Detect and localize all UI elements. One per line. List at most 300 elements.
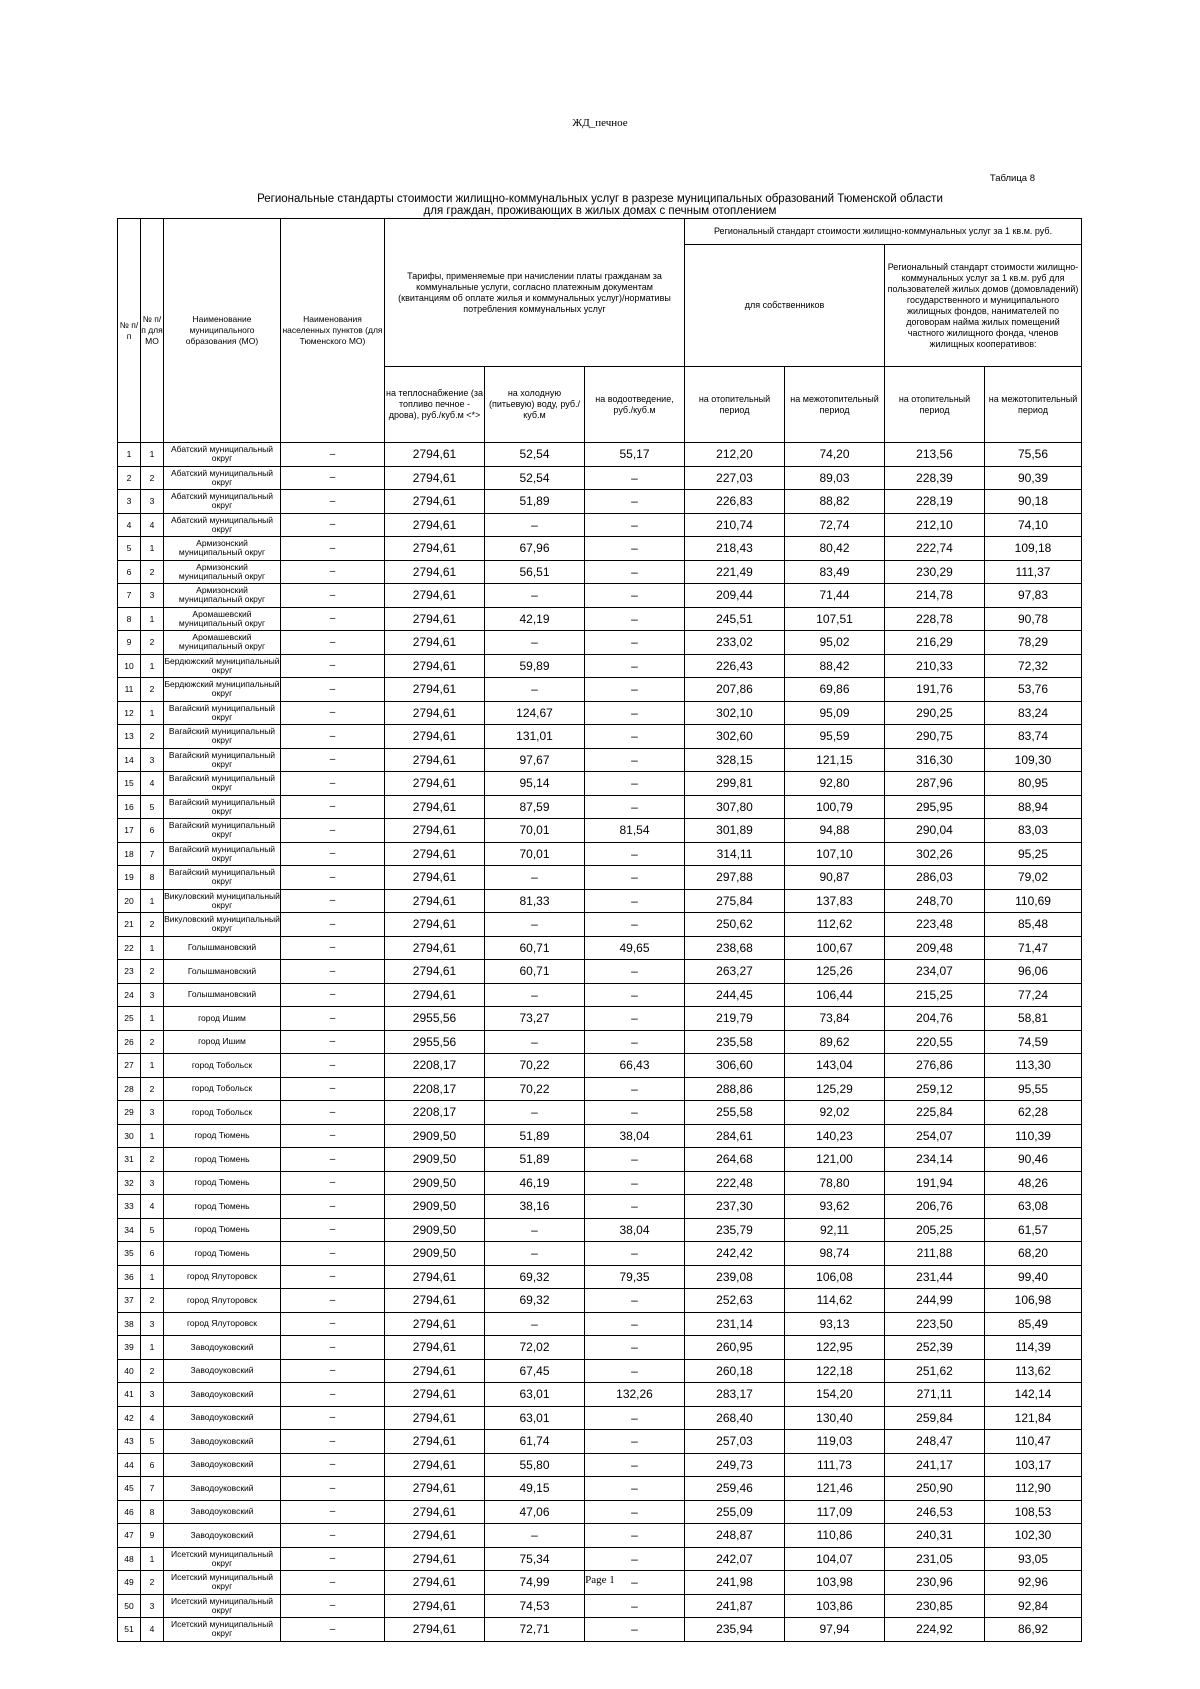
cell-tenants-inter-heating: 61,57 (985, 1218, 1082, 1242)
cell-mo-name: Заводоуковский (164, 1477, 281, 1501)
cell-drainage: – (585, 1171, 685, 1195)
cell-num-mo: 3 (141, 983, 164, 1007)
cell-owners-heating: 235,79 (685, 1218, 785, 1242)
col-num: № п/п (118, 219, 141, 443)
cell-settlement: – (281, 1124, 385, 1148)
cell-num-mo: 7 (141, 842, 164, 866)
cell-owners-inter-heating: 140,23 (785, 1124, 885, 1148)
cell-owners-heating: 218,43 (685, 537, 785, 561)
cell-owners-inter-heating: 130,40 (785, 1406, 885, 1430)
cell-num: 43 (118, 1430, 141, 1454)
cell-owners-heating: 275,84 (685, 889, 785, 913)
cell-heat: 2794,61 (385, 560, 485, 584)
cell-num: 42 (118, 1406, 141, 1430)
cell-tenants-heating: 206,76 (885, 1195, 985, 1219)
table-row (118, 1124, 1082, 1148)
cell-cold-water: 69,32 (485, 1289, 585, 1313)
cell-owners-heating: 242,42 (685, 1242, 785, 1266)
cell-mo-name: город Ялуторовск (164, 1265, 281, 1289)
cell-drainage: – (585, 1500, 685, 1524)
cell-owners-heating: 235,58 (685, 1030, 785, 1054)
cell-heat: 2794,61 (385, 513, 485, 537)
cell-owners-inter-heating: 114,62 (785, 1289, 885, 1313)
cell-tenants-inter-heating: 78,29 (985, 631, 1082, 655)
cell-settlement: – (281, 1242, 385, 1266)
cell-num-mo: 2 (141, 913, 164, 937)
cell-tenants-inter-heating: 106,98 (985, 1289, 1082, 1313)
cell-settlement: – (281, 443, 385, 467)
cell-owners-inter-heating: 103,86 (785, 1594, 885, 1618)
cell-num: 27 (118, 1054, 141, 1078)
table-header (118, 219, 1082, 443)
cell-settlement: – (281, 654, 385, 678)
cell-tenants-heating: 214,78 (885, 584, 985, 608)
cell-num-mo: 3 (141, 584, 164, 608)
cell-tenants-inter-heating: 90,18 (985, 490, 1082, 514)
cell-mo-name: Голышмановский (164, 983, 281, 1007)
cell-tenants-inter-heating: 48,26 (985, 1171, 1082, 1195)
col-owners: для собственников (685, 245, 885, 367)
cell-cold-water: – (485, 1312, 585, 1336)
cell-tenants-heating: 230,85 (885, 1594, 985, 1618)
cell-num: 31 (118, 1148, 141, 1172)
cell-num: 44 (118, 1453, 141, 1477)
cell-num: 6 (118, 560, 141, 584)
cell-heat: 2955,56 (385, 1030, 485, 1054)
cell-drainage: – (585, 1030, 685, 1054)
cell-tenants-inter-heating: 53,76 (985, 678, 1082, 702)
cell-tenants-inter-heating: 113,62 (985, 1359, 1082, 1383)
cell-drainage: – (585, 607, 685, 631)
table-row (118, 725, 1082, 749)
table-row (118, 631, 1082, 655)
cell-tenants-heating: 205,25 (885, 1218, 985, 1242)
cell-num: 37 (118, 1289, 141, 1313)
cell-settlement: – (281, 1077, 385, 1101)
cell-heat: 2794,61 (385, 748, 485, 772)
cell-tenants-inter-heating: 83,74 (985, 725, 1082, 749)
col-tenants: Региональный стандарт стоимости жилищно-коммунальных услуг за 1 кв.м. руб для пользователей жилых домов (домовладений) государственного и муниципального жилищных фондов, нанимателей по договорам найма жилых помещений частного жилищного фонда, членов жилищных кооперативов: (885, 245, 1082, 367)
title-line-1: Региональные стандарты стоимости жилищно-коммунальных услуг в разрезе муниципальных образований Тюменской области (257, 193, 943, 205)
cell-drainage: – (585, 537, 685, 561)
cell-num: 32 (118, 1171, 141, 1195)
cell-num-mo: 1 (141, 654, 164, 678)
cell-drainage: – (585, 1336, 685, 1360)
table-row (118, 1359, 1082, 1383)
cell-owners-inter-heating: 95,09 (785, 701, 885, 725)
cell-drainage: 38,04 (585, 1218, 685, 1242)
cell-owners-inter-heating: 104,07 (785, 1547, 885, 1571)
cell-tenants-inter-heating: 80,95 (985, 772, 1082, 796)
cell-owners-inter-heating: 74,20 (785, 443, 885, 467)
cell-owners-heating: 301,89 (685, 819, 785, 843)
cell-num-mo: 1 (141, 889, 164, 913)
cell-num: 34 (118, 1218, 141, 1242)
cell-num-mo: 1 (141, 1336, 164, 1360)
cell-tenants-inter-heating: 109,18 (985, 537, 1082, 561)
cell-num-mo: 1 (141, 1054, 164, 1078)
cell-num: 24 (118, 983, 141, 1007)
table-row (118, 936, 1082, 960)
cell-cold-water: 61,74 (485, 1430, 585, 1454)
cell-drainage: – (585, 960, 685, 984)
table-row (118, 1077, 1082, 1101)
cell-settlement: – (281, 1171, 385, 1195)
cell-cold-water: 74,99 (485, 1571, 585, 1595)
cell-drainage: – (585, 1148, 685, 1172)
table-row (118, 983, 1082, 1007)
cell-mo-name: Заводоуковский (164, 1359, 281, 1383)
cell-drainage: – (585, 1618, 685, 1642)
cell-heat: 2208,17 (385, 1101, 485, 1125)
cell-drainage: – (585, 678, 685, 702)
cell-num-mo: 1 (141, 537, 164, 561)
cell-drainage: – (585, 1453, 685, 1477)
cell-owners-inter-heating: 107,51 (785, 607, 885, 631)
cell-num-mo: 2 (141, 960, 164, 984)
cell-cold-water: 52,54 (485, 466, 585, 490)
cell-settlement: – (281, 1500, 385, 1524)
page-header: ЖД_печное (572, 117, 628, 129)
cell-cold-water: 81,33 (485, 889, 585, 913)
cell-mo-name: город Тюмень (164, 1148, 281, 1172)
cell-owners-inter-heating: 125,26 (785, 960, 885, 984)
cell-settlement: – (281, 1101, 385, 1125)
cell-owners-heating: 219,79 (685, 1007, 785, 1031)
cell-mo-name: Викуловский муниципальный округ (164, 913, 281, 937)
cell-num-mo: 4 (141, 1406, 164, 1430)
cell-num: 45 (118, 1477, 141, 1501)
cell-mo-name: Заводоуковский (164, 1500, 281, 1524)
cell-owners-heating: 302,10 (685, 701, 785, 725)
cell-tenants-heating: 216,29 (885, 631, 985, 655)
cell-settlement: – (281, 1265, 385, 1289)
cell-owners-inter-heating: 92,02 (785, 1101, 885, 1125)
cell-settlement: – (281, 819, 385, 843)
cell-tenants-inter-heating: 95,55 (985, 1077, 1082, 1101)
cell-heat: 2794,61 (385, 1571, 485, 1595)
cell-tenants-heating: 244,99 (885, 1289, 985, 1313)
cell-owners-heating: 268,40 (685, 1406, 785, 1430)
cell-owners-heating: 244,45 (685, 983, 785, 1007)
title-line-2: для граждан, проживающих в жилых домах с печным отоплением (423, 205, 777, 217)
cell-tenants-inter-heating: 75,56 (985, 443, 1082, 467)
cell-mo-name: Заводоуковский (164, 1383, 281, 1407)
cell-owners-inter-heating: 98,74 (785, 1242, 885, 1266)
cell-heat: 2794,61 (385, 1524, 485, 1548)
cell-drainage: – (585, 983, 685, 1007)
cell-heat: 2794,61 (385, 1406, 485, 1430)
cell-owners-heating: 249,73 (685, 1453, 785, 1477)
cell-mo-name: город Тюмень (164, 1195, 281, 1219)
cell-settlement: – (281, 513, 385, 537)
cell-cold-water: 72,71 (485, 1618, 585, 1642)
cell-drainage: 38,04 (585, 1124, 685, 1148)
cell-num-mo: 6 (141, 1242, 164, 1266)
cell-cold-water: – (485, 678, 585, 702)
table-row (118, 1500, 1082, 1524)
cell-mo-name: Вагайский муниципальный округ (164, 772, 281, 796)
cell-settlement: – (281, 1195, 385, 1219)
cell-heat: 2794,61 (385, 936, 485, 960)
cell-settlement: – (281, 795, 385, 819)
cell-mo-name: Абатский муниципальный округ (164, 466, 281, 490)
cell-settlement: – (281, 1383, 385, 1407)
cell-tenants-inter-heating: 110,69 (985, 889, 1082, 913)
cell-tenants-inter-heating: 111,37 (985, 560, 1082, 584)
table-row (118, 1524, 1082, 1548)
cell-owners-inter-heating: 93,13 (785, 1312, 885, 1336)
cell-tenants-inter-heating: 121,84 (985, 1406, 1082, 1430)
table-row (118, 842, 1082, 866)
cell-drainage: – (585, 1547, 685, 1571)
cell-tenants-inter-heating: 71,47 (985, 936, 1082, 960)
cell-heat: 2794,61 (385, 983, 485, 1007)
cell-num: 4 (118, 513, 141, 537)
cell-owners-heating: 231,14 (685, 1312, 785, 1336)
cell-tenants-heating: 231,44 (885, 1265, 985, 1289)
cell-drainage: – (585, 1430, 685, 1454)
cell-num: 16 (118, 795, 141, 819)
cell-owners-inter-heating: 69,86 (785, 678, 885, 702)
cell-mo-name: Вагайский муниципальный округ (164, 866, 281, 890)
cell-owners-heating: 255,58 (685, 1101, 785, 1125)
cell-num: 15 (118, 772, 141, 796)
cell-owners-heating: 255,09 (685, 1500, 785, 1524)
cell-mo-name: Заводоуковский (164, 1406, 281, 1430)
table-row (118, 1195, 1082, 1219)
cell-num: 13 (118, 725, 141, 749)
cell-mo-name: Исетский муниципальный округ (164, 1571, 281, 1595)
cell-mo-name: Бердюжский муниципальный округ (164, 678, 281, 702)
cell-drainage: – (585, 842, 685, 866)
cell-settlement: – (281, 1594, 385, 1618)
cell-owners-inter-heating: 78,80 (785, 1171, 885, 1195)
cell-tenants-inter-heating: 114,39 (985, 1336, 1082, 1360)
cell-num: 8 (118, 607, 141, 631)
cell-tenants-heating: 246,53 (885, 1500, 985, 1524)
cell-owners-heating: 238,68 (685, 936, 785, 960)
cell-tenants-inter-heating: 112,90 (985, 1477, 1082, 1501)
cell-owners-inter-heating: 121,15 (785, 748, 885, 772)
cell-tenants-heating: 228,78 (885, 607, 985, 631)
table-row (118, 1218, 1082, 1242)
cell-tenants-heating: 240,31 (885, 1524, 985, 1548)
cell-owners-heating: 328,15 (685, 748, 785, 772)
cell-heat: 2794,61 (385, 1594, 485, 1618)
cell-cold-water: 70,01 (485, 842, 585, 866)
cell-cold-water: 69,32 (485, 1265, 585, 1289)
table-row (118, 1477, 1082, 1501)
cell-drainage: – (585, 1007, 685, 1031)
table-row (118, 960, 1082, 984)
cell-drainage: – (585, 866, 685, 890)
standards-table (117, 218, 1082, 1642)
cell-num-mo: 3 (141, 490, 164, 514)
cell-drainage: – (585, 1242, 685, 1266)
cell-num-mo: 1 (141, 1007, 164, 1031)
col-tenants-heating: на отопительный период (885, 367, 985, 443)
cell-tenants-heating: 234,07 (885, 960, 985, 984)
table-row (118, 560, 1082, 584)
cell-heat: 2794,61 (385, 1336, 485, 1360)
cell-owners-heating: 245,51 (685, 607, 785, 631)
cell-num-mo: 1 (141, 701, 164, 725)
cell-cold-water: 49,15 (485, 1477, 585, 1501)
table-row (118, 1430, 1082, 1454)
cell-mo-name: Заводоуковский (164, 1453, 281, 1477)
cell-heat: 2794,61 (385, 678, 485, 702)
cell-num-mo: 3 (141, 748, 164, 772)
cell-owners-inter-heating: 112,62 (785, 913, 885, 937)
col-tenants-inter-heating: на межотопительный период (985, 367, 1082, 443)
cell-num-mo: 1 (141, 1124, 164, 1148)
cell-drainage: – (585, 1406, 685, 1430)
cell-heat: 2794,61 (385, 725, 485, 749)
cell-num: 38 (118, 1312, 141, 1336)
cell-settlement: – (281, 983, 385, 1007)
cell-heat: 2794,61 (385, 889, 485, 913)
cell-num: 11 (118, 678, 141, 702)
cell-owners-heating: 242,07 (685, 1547, 785, 1571)
cell-mo-name: Армизонский муниципальный округ (164, 537, 281, 561)
cell-num: 48 (118, 1547, 141, 1571)
cell-settlement: – (281, 1477, 385, 1501)
cell-tenants-heating: 230,96 (885, 1571, 985, 1595)
cell-owners-heating: 241,87 (685, 1594, 785, 1618)
cell-heat: 2794,61 (385, 795, 485, 819)
cell-tenants-heating: 295,95 (885, 795, 985, 819)
table-row (118, 1030, 1082, 1054)
cell-cold-water: 95,14 (485, 772, 585, 796)
table-row (118, 1312, 1082, 1336)
cell-mo-name: Голышмановский (164, 936, 281, 960)
cell-tenants-heating: 286,03 (885, 866, 985, 890)
cell-owners-heating: 257,03 (685, 1430, 785, 1454)
cell-owners-heating: 222,48 (685, 1171, 785, 1195)
table-row (118, 1406, 1082, 1430)
cell-mo-name: Армизонский муниципальный округ (164, 560, 281, 584)
cell-mo-name: Армизонский муниципальный округ (164, 584, 281, 608)
cell-owners-heating: 250,62 (685, 913, 785, 937)
cell-num-mo: 4 (141, 1195, 164, 1219)
cell-num: 10 (118, 654, 141, 678)
cell-drainage: – (585, 1594, 685, 1618)
cell-heat: 2794,61 (385, 1359, 485, 1383)
cell-settlement: – (281, 1453, 385, 1477)
cell-settlement: – (281, 631, 385, 655)
table-row (118, 1594, 1082, 1618)
cell-settlement: – (281, 1571, 385, 1595)
cell-owners-inter-heating: 110,86 (785, 1524, 885, 1548)
cell-settlement: – (281, 1007, 385, 1031)
cell-owners-heating: 259,46 (685, 1477, 785, 1501)
cell-cold-water: 38,16 (485, 1195, 585, 1219)
cell-heat: 2794,61 (385, 1312, 485, 1336)
cell-drainage: – (585, 490, 685, 514)
cell-owners-inter-heating: 106,08 (785, 1265, 885, 1289)
cell-num-mo: 6 (141, 1453, 164, 1477)
cell-cold-water: – (485, 584, 585, 608)
cell-owners-inter-heating: 107,10 (785, 842, 885, 866)
cell-tenants-inter-heating: 68,20 (985, 1242, 1082, 1266)
cell-mo-name: Абатский муниципальный округ (164, 443, 281, 467)
cell-heat: 2955,56 (385, 1007, 485, 1031)
cell-tenants-heating: 290,25 (885, 701, 985, 725)
col-owners-heating: на отопительный период (685, 367, 785, 443)
cell-owners-inter-heating: 90,87 (785, 866, 885, 890)
cell-owners-heating: 314,11 (685, 842, 785, 866)
cell-num-mo: 1 (141, 607, 164, 631)
table-row (118, 443, 1082, 467)
cell-mo-name: Аромашевский муниципальный округ (164, 631, 281, 655)
cell-owners-heating: 207,86 (685, 678, 785, 702)
cell-heat: 2794,61 (385, 1500, 485, 1524)
cell-tenants-heating: 210,33 (885, 654, 985, 678)
table-row (118, 1289, 1082, 1313)
cell-mo-name: город Тобольск (164, 1054, 281, 1078)
cell-drainage: – (585, 725, 685, 749)
cell-num-mo: 6 (141, 819, 164, 843)
cell-drainage: – (585, 1359, 685, 1383)
cell-tenants-inter-heating: 99,40 (985, 1265, 1082, 1289)
cell-tenants-inter-heating: 92,84 (985, 1594, 1082, 1618)
cell-tenants-inter-heating: 97,83 (985, 584, 1082, 608)
cell-num: 14 (118, 748, 141, 772)
cell-owners-heating: 209,44 (685, 584, 785, 608)
cell-tenants-heating: 287,96 (885, 772, 985, 796)
cell-num: 7 (118, 584, 141, 608)
cell-num: 12 (118, 701, 141, 725)
cell-drainage: – (585, 1477, 685, 1501)
cell-mo-name: город Ишим (164, 1030, 281, 1054)
cell-mo-name: Вагайский муниципальный округ (164, 701, 281, 725)
table-row (118, 1101, 1082, 1125)
cell-settlement: – (281, 1524, 385, 1548)
cell-num: 22 (118, 936, 141, 960)
cell-owners-inter-heating: 154,20 (785, 1383, 885, 1407)
cell-tenants-heating: 250,90 (885, 1477, 985, 1501)
table-row (118, 701, 1082, 725)
cell-cold-water: 51,89 (485, 1148, 585, 1172)
cell-tenants-heating: 220,55 (885, 1030, 985, 1054)
cell-heat: 2794,61 (385, 584, 485, 608)
cell-heat: 2794,61 (385, 1289, 485, 1313)
table-row (118, 772, 1082, 796)
cell-drainage: – (585, 772, 685, 796)
cell-num-mo: 2 (141, 1077, 164, 1101)
table-row (118, 913, 1082, 937)
table-row (118, 1054, 1082, 1078)
cell-settlement: – (281, 678, 385, 702)
cell-heat: 2794,61 (385, 842, 485, 866)
cell-num-mo: 1 (141, 936, 164, 960)
cell-owners-heating: 264,68 (685, 1148, 785, 1172)
cell-tenants-heating: 271,11 (885, 1383, 985, 1407)
cell-tenants-heating: 276,86 (885, 1054, 985, 1078)
cell-heat: 2909,50 (385, 1195, 485, 1219)
table-row (118, 748, 1082, 772)
cell-owners-heating: 252,63 (685, 1289, 785, 1313)
cell-num: 9 (118, 631, 141, 655)
col-heat: на теплоснабжение (за топливо печное - дрова), руб./куб.м <*> (385, 367, 485, 443)
cell-mo-name: город Ялуторовск (164, 1289, 281, 1313)
cell-heat: 2794,61 (385, 866, 485, 890)
cell-drainage: 81,54 (585, 819, 685, 843)
cell-tenants-inter-heating: 103,17 (985, 1453, 1082, 1477)
cell-owners-inter-heating: 89,62 (785, 1030, 885, 1054)
cell-tenants-heating: 290,75 (885, 725, 985, 749)
